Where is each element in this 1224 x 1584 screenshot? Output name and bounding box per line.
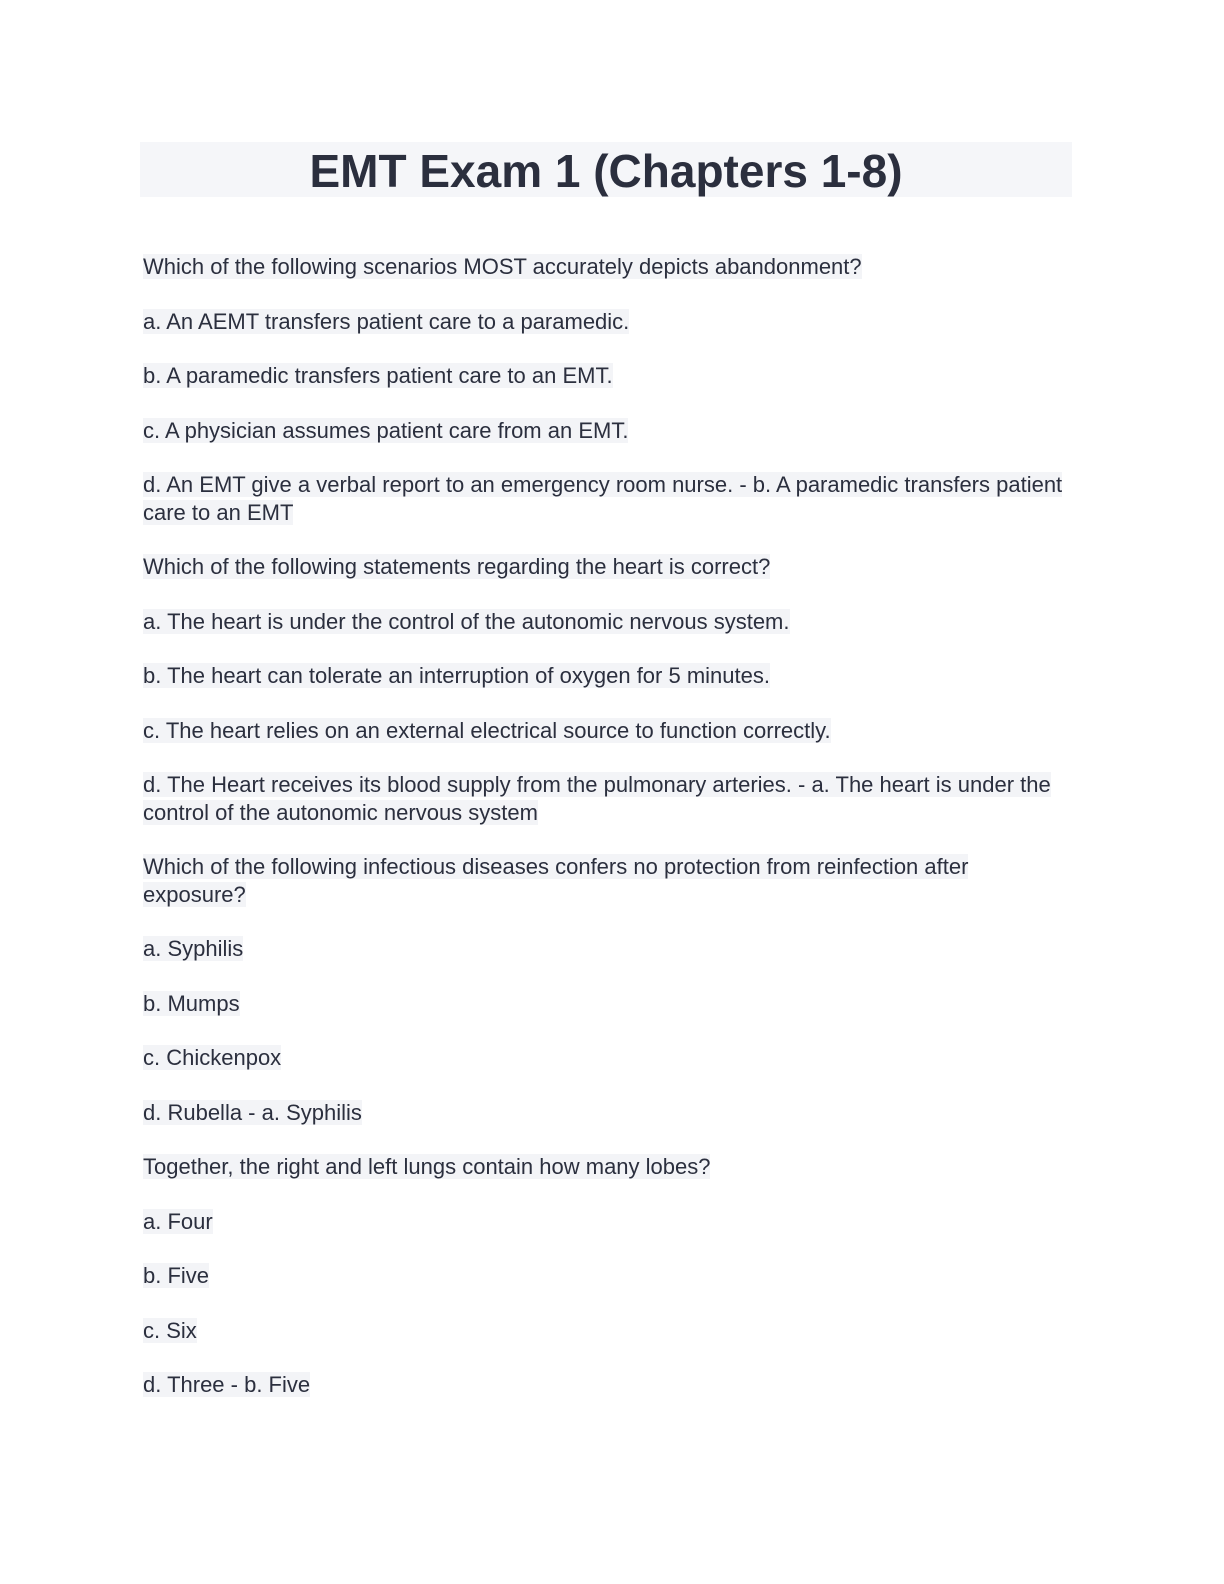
question-prompt: Which of the following scenarios MOST accurately depicts abandonment? — [143, 254, 862, 279]
answer-option: c. Chickenpox — [143, 1045, 282, 1070]
answer-option: c. The heart relies on an external electrical source to function correctly. — [143, 717, 831, 743]
document-title: EMT Exam 1 (Chapters 1-8) — [309, 145, 903, 197]
answer-option: b. A paramedic transfers patient care to an EMT. — [143, 363, 613, 388]
question-list — [143, 253, 1068, 1426]
answer-option: b. The heart can tolerate an interruption of oxygen for 5 minutes. — [143, 663, 770, 688]
title-band — [140, 142, 1072, 197]
answer-option: c. A physician assumes patient care from an EMT. — [143, 417, 629, 443]
question-block — [143, 253, 1068, 526]
answer-option-with-answer: d. Three - b. Five — [143, 1372, 311, 1397]
question-prompt: Together, the right and left lungs contain how many lobes? — [143, 1154, 711, 1179]
answer-option: a. An AEMT transfers patient care to a paramedic. — [143, 308, 630, 334]
answer-option-with-answer: d. Rubella - a. Syphilis — [143, 1099, 362, 1125]
answer-option: b. Five — [143, 1263, 210, 1288]
question-prompt: Which of the following infectious diseases confers no protection from reinfection after exposure? — [143, 854, 969, 907]
answer-option-with-answer: d. An EMT give a verbal report to an emergency room nurse. - b. A paramedic transfers patient care to an EMT — [143, 472, 1063, 525]
answer-option: b. Mumps — [143, 990, 240, 1016]
answer-option: a. Four — [143, 1208, 213, 1234]
question-block — [143, 853, 1068, 1126]
question-prompt: Which of the following statements regarding the heart is correct? — [143, 554, 771, 579]
answer-option: a. Syphilis — [143, 936, 244, 961]
answer-option: c. Six — [143, 1317, 197, 1343]
question-block — [143, 553, 1068, 826]
answer-option-with-answer: d. The Heart receives its blood supply from the pulmonary arteries. - a. The heart is under the control of the autonomic nervous system — [143, 772, 1051, 825]
question-block — [143, 1153, 1068, 1399]
answer-option: a. The heart is under the control of the autonomic nervous system. — [143, 608, 790, 634]
